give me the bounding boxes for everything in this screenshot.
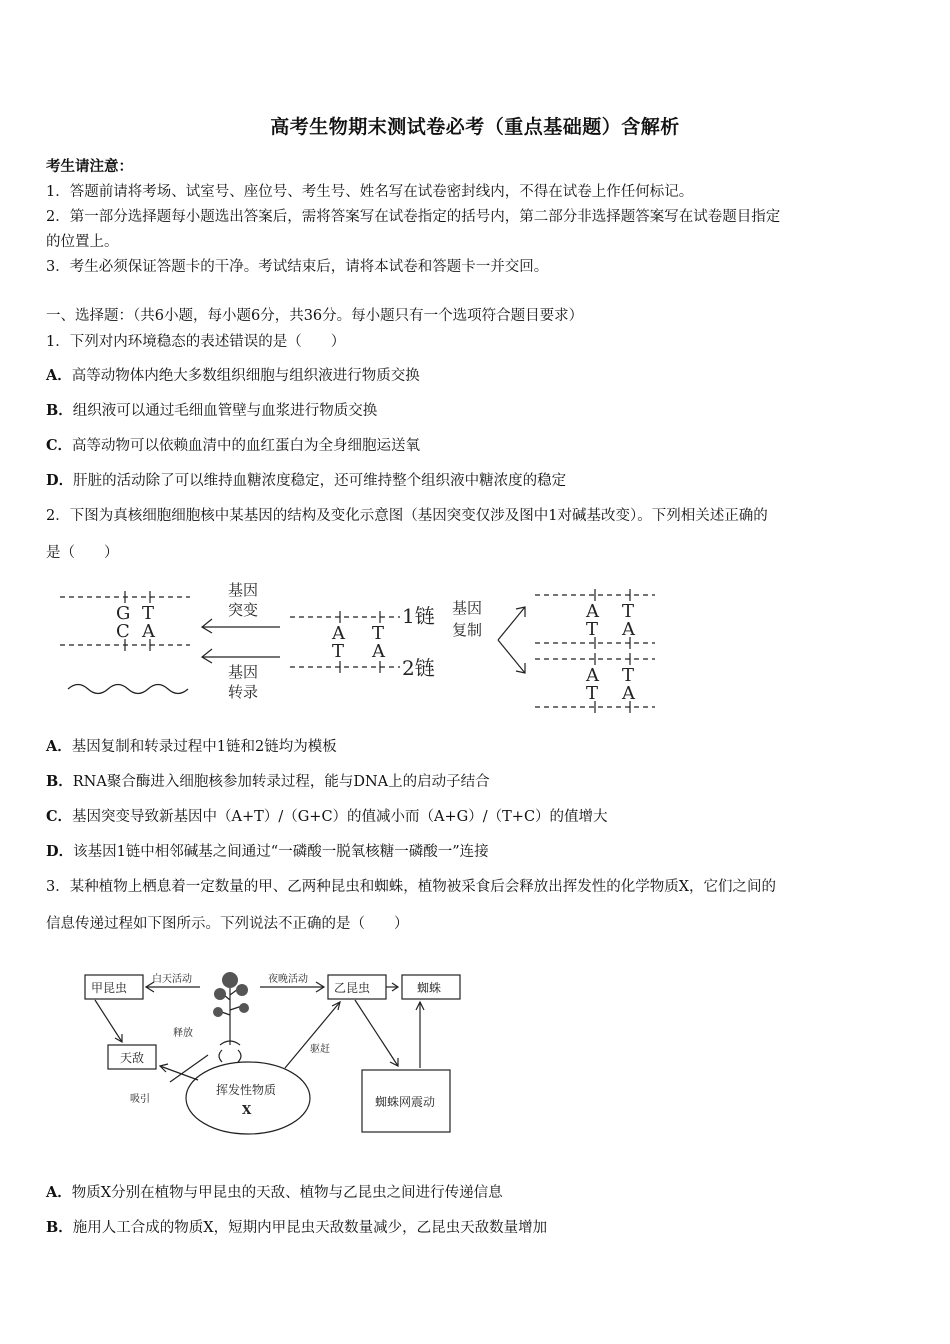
- transcription-label: 转录: [228, 683, 259, 701]
- mutation-label: 突变: [228, 601, 259, 619]
- base-label: T: [372, 623, 385, 644]
- notice-item: 3．考生必须保证答题卡的干净。考试结束后，请将本试卷和答题卡一并交回。: [46, 259, 549, 275]
- attract-label: 吸引: [130, 1094, 150, 1105]
- base-label: A: [622, 619, 635, 640]
- base-label: T: [142, 603, 155, 624]
- option-text: 高等动物可以依赖血清中的血红蛋白为全身细胞运送氧: [72, 438, 421, 454]
- drive-label: 驱赶: [310, 1044, 330, 1055]
- option-text: 该基因1链中相邻碱基之间通过“一磷酸一脱氧核糖一磷酸一”连接: [73, 844, 489, 860]
- base-label: A: [622, 683, 635, 704]
- option-text: RNA聚合酶进入细胞核参加转录过程，能与DNA上的启动子结合: [72, 774, 490, 790]
- base-label: T: [622, 601, 635, 622]
- notice-item: 的位置上。: [46, 234, 119, 250]
- enemy-label: 天敌: [120, 1051, 145, 1065]
- q1-option-d: [46, 469, 566, 490]
- base-label: A: [586, 665, 599, 686]
- base-label: G: [116, 603, 131, 624]
- option-key: C．: [46, 437, 73, 454]
- base-label: A: [332, 623, 345, 644]
- q1-option-b: [46, 399, 377, 420]
- replication-label: 复制: [452, 621, 483, 639]
- option-key: B．: [46, 402, 73, 419]
- option-key: A．: [46, 738, 72, 755]
- base-label: T: [586, 683, 599, 704]
- option-text: 施用人工合成的物质X，短期内甲昆虫天敌数量减少，乙昆虫天敌数量增加: [72, 1220, 548, 1236]
- q1-option-c: [46, 434, 420, 455]
- option-key: A．: [46, 1184, 72, 1201]
- volatile-label: 挥发性物质: [216, 1083, 277, 1097]
- option-text: 肝脏的活动除了可以维持血糖浓度稳定，还可维持整个组织液中糖浓度的稳定: [73, 473, 567, 489]
- q3-option-b: [46, 1216, 547, 1237]
- day-activity-label: 白天活动: [152, 974, 192, 985]
- question-3-stem: 3．某种植物上栖息着一定数量的甲、乙两种昆虫和蜘蛛，植物被采食后会释放出挥发性的化学物质X，它们之间的: [46, 879, 777, 895]
- base-label: T: [332, 641, 345, 662]
- option-key: B．: [46, 1219, 73, 1236]
- section-heading: 一、选择题：（共6小题，每小题6分，共36分。每小题只有一个选项符合题目要求）: [46, 308, 584, 324]
- question-1-stem: 1．下列对内环境稳态的表述错误的是（ ）: [46, 334, 346, 350]
- q2-option-a: [46, 735, 337, 756]
- web-vibration-label: 蜘蛛网震动: [375, 1095, 436, 1109]
- question-2-stem: 2．下图为真核细胞细胞核中某基因的结构及变化示意图（基因突变仅涉及图中1对碱基改变）。下列相关述正确的: [46, 508, 768, 524]
- notice-heading: 考生请注意：: [46, 158, 133, 175]
- q2-option-d: [46, 840, 489, 861]
- insect-a-label: 甲昆虫: [91, 981, 128, 995]
- option-key: B．: [46, 773, 73, 790]
- q3-option-a: [46, 1181, 503, 1202]
- base-label: C: [116, 621, 130, 642]
- notice-item: 2．第一部分选择题每小题选出答案后，需将答案写在试卷指定的括号内，第二部分非选择题答案写在试卷题目指定: [46, 209, 781, 225]
- base-label: A: [586, 601, 599, 622]
- question-2-stem-cont: 是（ ）: [46, 545, 119, 561]
- page-title: 高考生物期末测试卷必考（重点基础题）含解析: [270, 116, 680, 138]
- option-text: 基因复制和转录过程中1链和2链均为模板: [71, 739, 337, 755]
- transcription-label: 基因: [228, 663, 259, 681]
- q1-option-a: [46, 364, 420, 385]
- option-key: C．: [46, 808, 73, 825]
- insect-b-label: 乙昆虫: [334, 981, 371, 995]
- q2-option-b: [46, 770, 490, 791]
- notice-item: 1．答题前请将考场、试室号、座位号、考生号、姓名写在试卷密封线内，不得在试卷上作任何标记。: [46, 184, 694, 200]
- question-3-stem-cont: 信息传递过程如下图所示。下列说法不正确的是（ ）: [46, 916, 409, 932]
- q2-option-c: [46, 805, 608, 826]
- substance-x-label: X: [242, 1103, 252, 1117]
- spider-label: 蜘蛛: [417, 981, 442, 995]
- information-transfer-diagram: [80, 960, 470, 1140]
- base-label: T: [622, 665, 635, 686]
- chain-2-label: 2链: [402, 656, 435, 680]
- base-label: T: [586, 619, 599, 640]
- option-key: D．: [46, 472, 74, 489]
- chain-1-label: 1链: [402, 604, 435, 628]
- replication-label: 基因: [452, 599, 483, 617]
- option-key: A．: [46, 367, 72, 384]
- option-text: 高等动物体内绝大多数组织细胞与组织液进行物质交换: [71, 368, 420, 384]
- option-text: 物质X分别在植物与甲昆虫的天敌、植物与乙昆虫之间进行传递信息: [71, 1185, 503, 1201]
- option-text: 组织液可以通过毛细血管壁与血浆进行物质交换: [72, 403, 378, 419]
- release-label: 释放: [173, 1028, 193, 1039]
- option-text: 基因突变导致新基因中（A+T）/（G+C）的值减小而（A+G）/（T+C）的值增大: [72, 809, 608, 825]
- night-activity-label: 夜晚活动: [268, 974, 308, 985]
- mutation-label: 基因: [228, 581, 259, 599]
- base-label: A: [372, 641, 385, 662]
- option-key: D．: [46, 843, 74, 860]
- base-label: A: [142, 621, 155, 642]
- gene-change-diagram: [40, 575, 680, 725]
